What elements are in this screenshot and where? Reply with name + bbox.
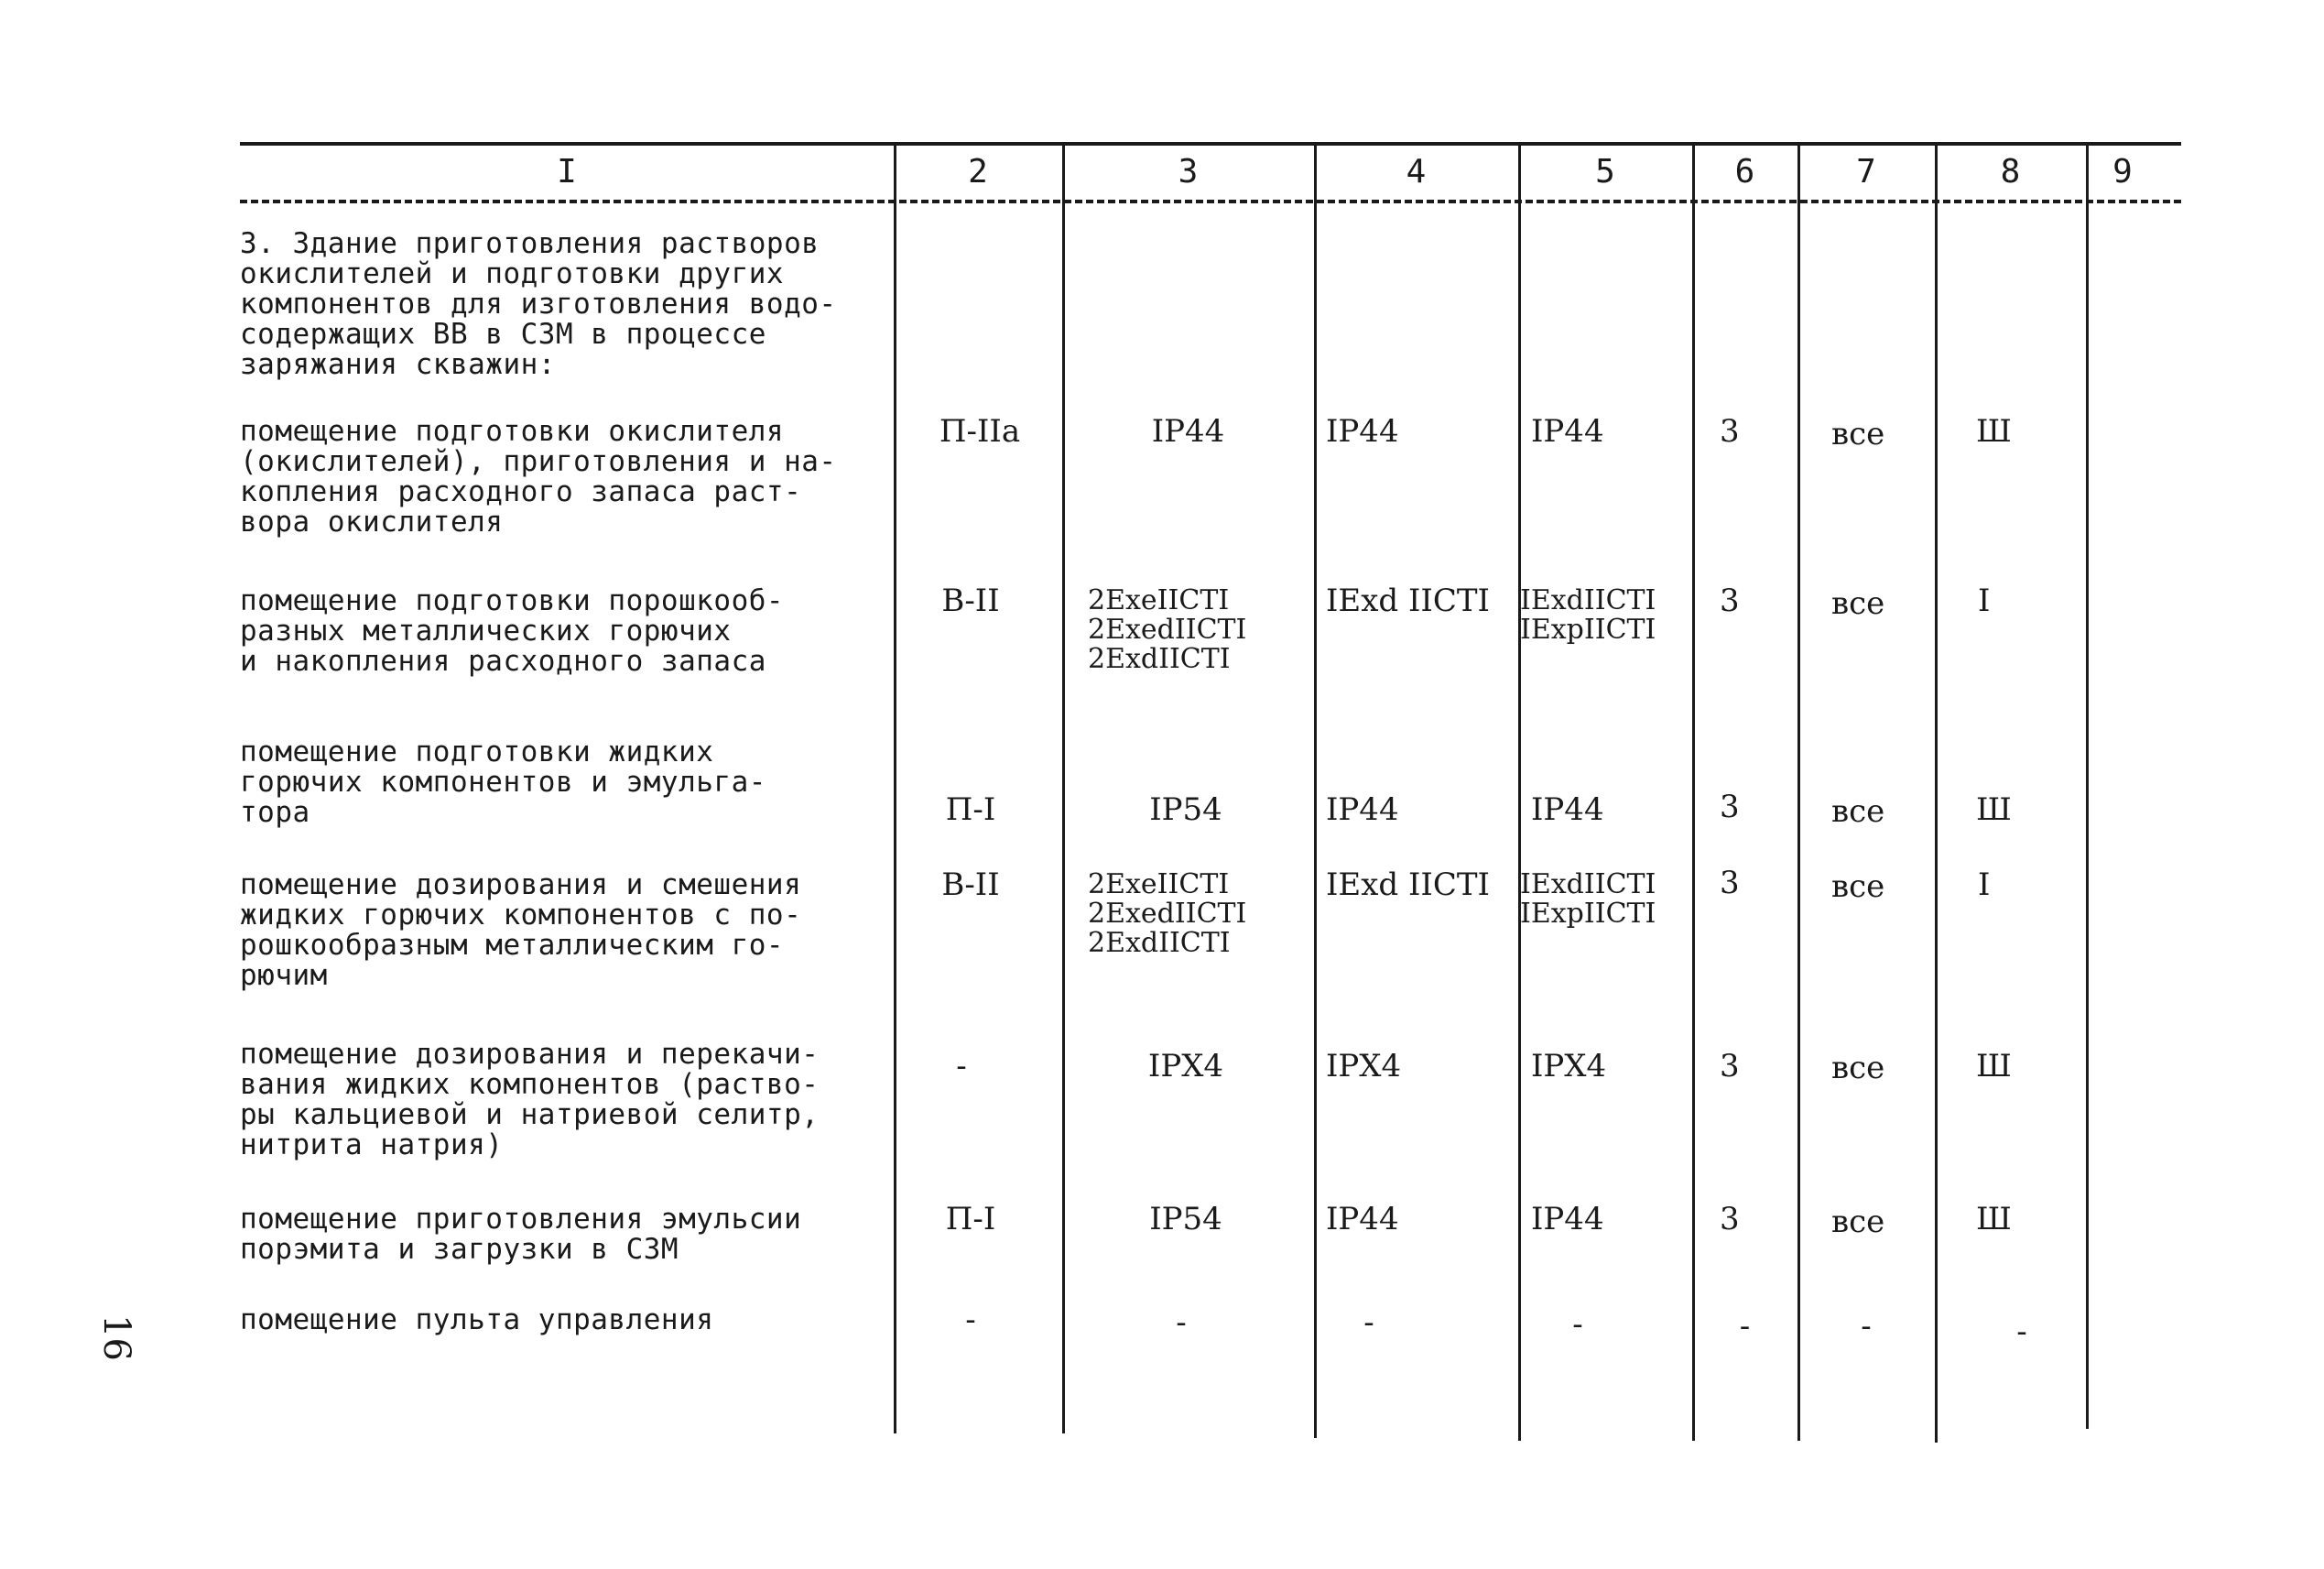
protection-5: IExdIICTI IExpIICTI: [1520, 868, 1656, 930]
value-6: 3: [1720, 1048, 1740, 1084]
column-header: 4: [1406, 152, 1427, 191]
value-7: -: [1861, 1308, 1872, 1345]
zone-class: П-IIа: [939, 413, 1021, 450]
section-title: 3. Здание приготовления растворов окислителей и подготовки других компонентов для изготовления водо- содержащих ВВ в СЗМ в процессе заряжания скважин:: [240, 227, 837, 381]
room-name: помещение подготовки порошкооб- разных металлических горючих и накопления расходного запаса: [240, 584, 785, 678]
zone-class: В-II: [941, 583, 1000, 619]
value-8: Ш: [1976, 413, 2012, 450]
protection-4: IPX4: [1326, 1048, 1402, 1084]
value-6: 3: [1720, 1201, 1740, 1237]
zone-class: В-II: [941, 866, 1000, 903]
value-8: I: [1978, 583, 1991, 619]
protection-4: IExd IICTI: [1326, 866, 1490, 903]
room-name: помещение приготовления эмульсии порэмита и загрузки в СЗМ: [240, 1203, 802, 1266]
protection-5: IP44: [1531, 413, 1604, 450]
column-header: 5: [1595, 152, 1615, 191]
protection-4: IP44: [1326, 791, 1399, 828]
column-header: 6: [1734, 152, 1755, 191]
column-divider: [1518, 142, 1521, 1441]
value-6: 3: [1720, 583, 1740, 619]
column-header: 2: [968, 152, 988, 191]
value-7: все: [1831, 1050, 1885, 1086]
protection-5: IPX4: [1531, 1048, 1607, 1084]
room-name: помещение дозирования и перекачи- вания жидких компонентов (раство- ры кальциевой и натриевой селитр, нитрита натрия): [240, 1038, 820, 1161]
value-8: Ш: [1976, 1048, 2012, 1084]
protection-3: IPX4: [1147, 1048, 1224, 1084]
protection-5: IExdIICTI IExpIICTI: [1520, 584, 1656, 646]
protection-3: 2ExeIICTI 2ExedIICTI 2ExdIICTI: [1088, 868, 1247, 959]
value-8: I: [1978, 866, 1991, 903]
value-6: 3: [1720, 789, 1740, 825]
column-divider: [2086, 142, 2089, 1429]
column-header: I: [557, 152, 577, 191]
column-header: 8: [2000, 152, 2021, 191]
column-header: 7: [1856, 152, 1876, 191]
page-number: 16: [95, 1314, 137, 1361]
zone-class: -: [965, 1302, 976, 1338]
value-7: все: [1831, 1204, 1885, 1240]
room-name: помещение дозирования и смешения жидких горючих компонентов с по- рошкообразным металлическим го- рючим: [240, 868, 802, 992]
column-header: 3: [1178, 152, 1199, 191]
value-6: 3: [1720, 865, 1740, 901]
protection-4: -: [1363, 1304, 1374, 1341]
room-name: помещение подготовки жидких горючих компонентов и эмульга- тора: [240, 735, 766, 829]
header-bottom-rule: [240, 200, 2181, 203]
column-divider: [1935, 142, 1938, 1443]
column-divider: [1314, 142, 1317, 1438]
value-8: Ш: [1976, 791, 2012, 828]
protection-5: IP44: [1531, 1201, 1604, 1237]
room-name: помещение пульта управления: [240, 1303, 714, 1336]
value-7: все: [1831, 416, 1885, 452]
zone-class: П-I: [945, 1201, 996, 1237]
protection-3: -: [1176, 1304, 1187, 1341]
zone-class: -: [956, 1048, 967, 1084]
value-8: Ш: [1976, 1201, 2012, 1237]
protection-5: -: [1572, 1306, 1583, 1343]
value-7: все: [1831, 585, 1885, 622]
value-6: -: [1739, 1308, 1751, 1345]
protection-3: IP54: [1149, 791, 1222, 828]
room-name: помещение подготовки окислителя (окислителей), приготовления и на- копления расходного запаса раст- вора окислителя: [240, 415, 837, 539]
column-header: 9: [2112, 152, 2133, 191]
column-divider: [894, 142, 896, 1433]
protection-5: IP44: [1531, 791, 1604, 828]
value-7: все: [1831, 868, 1885, 905]
protection-3: 2ExeIICTI 2ExedIICTI 2ExdIICTI: [1088, 584, 1247, 675]
column-divider: [1062, 142, 1065, 1433]
protection-4: IP44: [1326, 413, 1399, 450]
value-7: все: [1831, 793, 1885, 830]
protection-3: IP44: [1151, 413, 1225, 450]
protection-3: IP54: [1149, 1201, 1222, 1237]
protection-4: IP44: [1326, 1201, 1399, 1237]
table-top-rule: [240, 142, 2181, 146]
zone-class: П-I: [945, 791, 996, 828]
column-divider: [1797, 142, 1800, 1441]
protection-4: IExd IICTI: [1326, 583, 1490, 619]
value-8: -: [2016, 1313, 2027, 1350]
column-divider: [1692, 142, 1695, 1441]
value-6: 3: [1720, 413, 1740, 450]
